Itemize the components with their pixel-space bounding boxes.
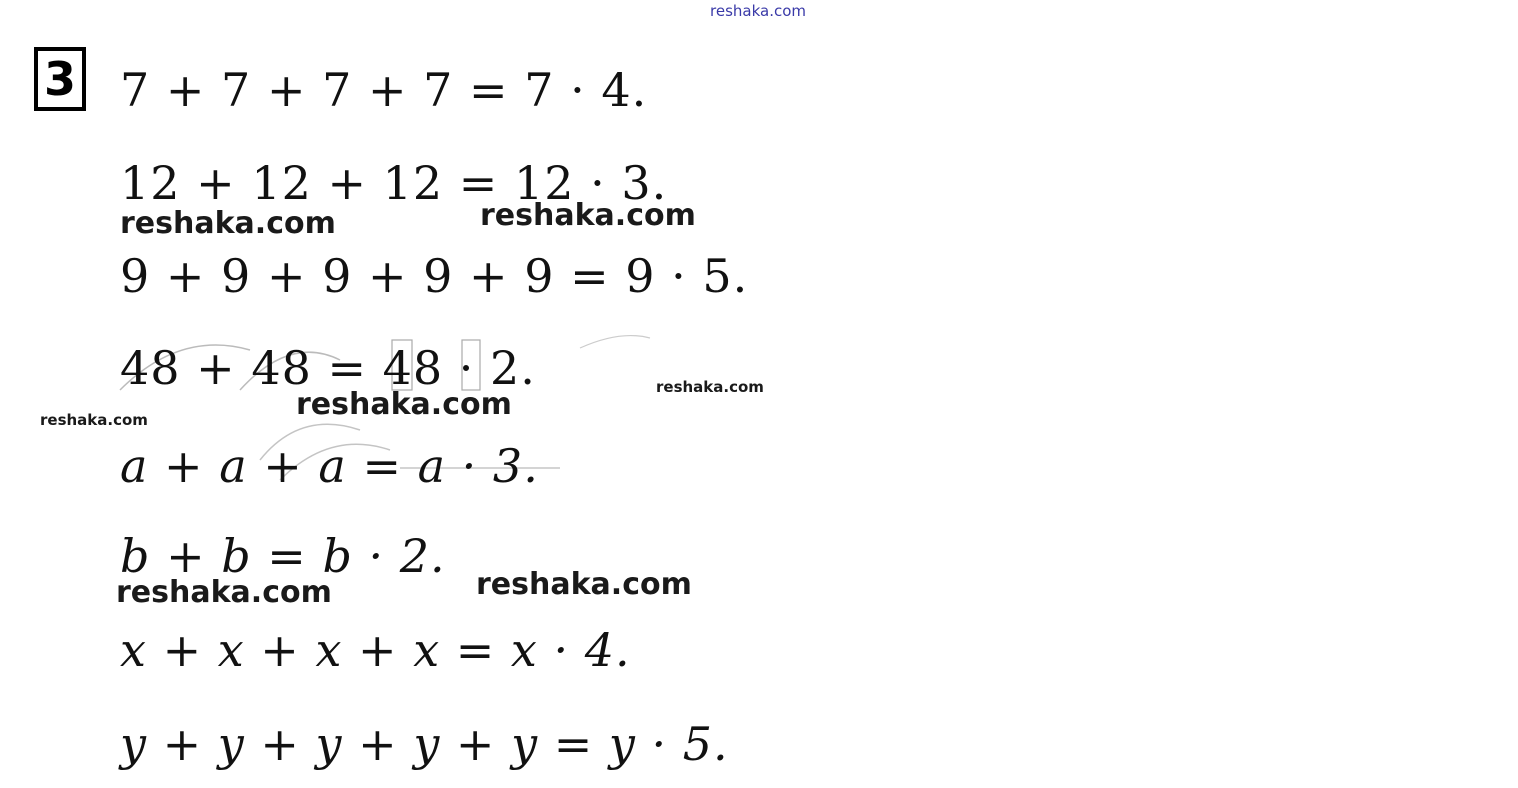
watermark-top: reshaka.com	[710, 2, 806, 20]
watermark-7: reshaka.com	[476, 567, 692, 602]
watermark-3: reshaka.com	[656, 378, 764, 396]
equation-5: a + a + a = a · 3.	[120, 439, 539, 493]
watermark-1: reshaka.com	[120, 206, 336, 241]
watermark-4: reshaka.com	[296, 387, 512, 422]
equation-2: 12 + 12 + 12 = 12 · 3.	[120, 156, 668, 210]
equation-7: x + x + x + x = x · 4.	[120, 623, 631, 677]
watermark-6: reshaka.com	[116, 575, 332, 610]
watermark-5: reshaka.com	[40, 411, 148, 429]
watermark-2: reshaka.com	[480, 198, 696, 233]
equation-6: b + b = b · 2.	[120, 529, 446, 583]
equation-1: 7 + 7 + 7 + 7 = 7 · 4.	[120, 63, 648, 117]
equation-4: 48 + 48 = 48 · 2.	[120, 341, 536, 395]
equation-8: y + y + y + y + y = y · 5.	[120, 717, 729, 771]
task-number-box: 3	[34, 47, 86, 111]
equation-3: 9 + 9 + 9 + 9 + 9 = 9 · 5.	[120, 249, 749, 303]
